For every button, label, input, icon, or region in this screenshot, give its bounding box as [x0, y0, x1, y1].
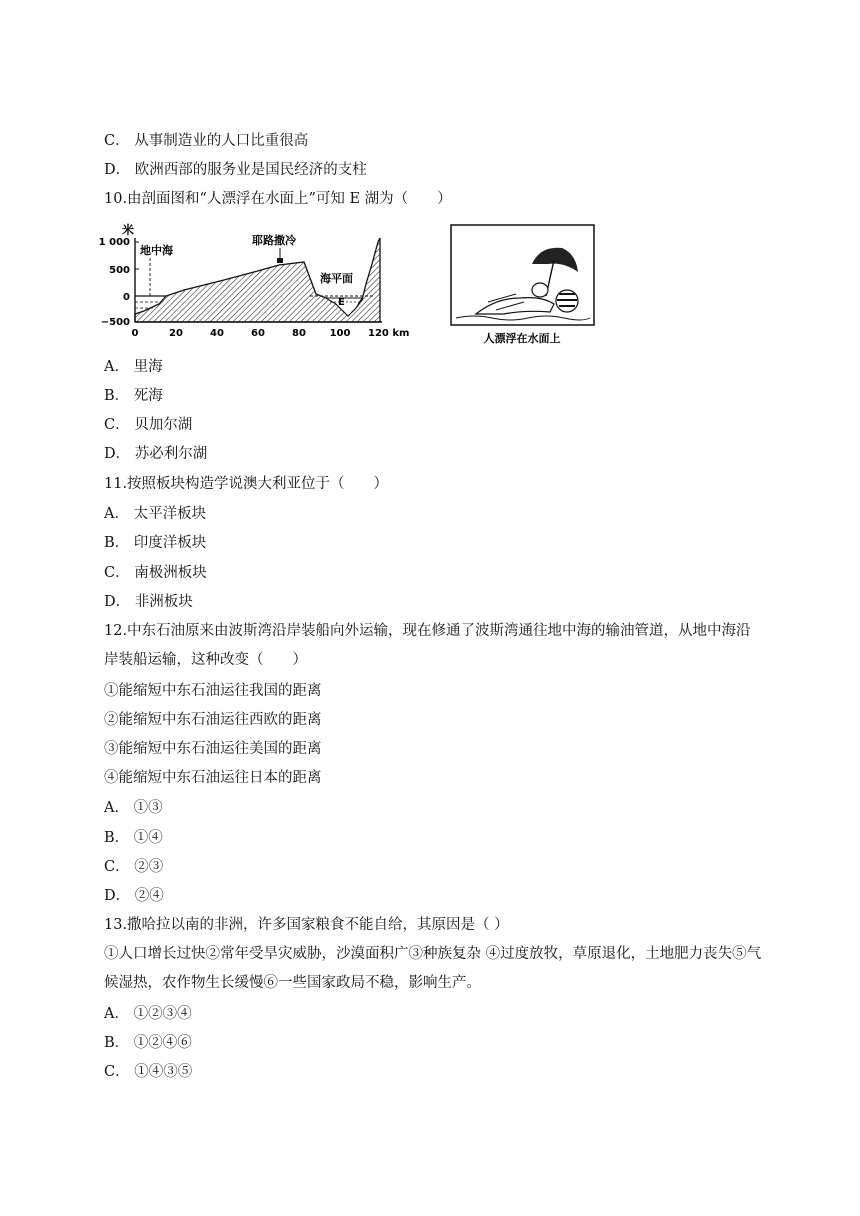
y-tick-1000: 1 000 [98, 237, 130, 248]
x-tick-0: 0 [131, 328, 139, 339]
q12-stem: 12.中东石油原来由波斯湾沿岸装船向外运输，现在修通了波斯湾通往地中海的输油管道，从地中海沿岸装船运输，这种改变（ ） [104, 623, 751, 668]
q11-option-c: C． 南极洲板块 [104, 565, 207, 581]
profile-chart [99, 222, 410, 339]
q9-option-c: C． 从事制造业的人口比重很高 [104, 133, 309, 149]
person-head-icon [532, 283, 548, 297]
q12-option-d: D． ②④ [104, 888, 164, 904]
y-tick-500: 500 [109, 265, 130, 276]
q13-stem: 13.撒哈拉以南的非洲，许多国家粮食不能自给，其原因是（ ） [104, 917, 509, 933]
y-unit-label: 米 [122, 223, 135, 237]
q13-option-b: B． ①②④⑥ [104, 1035, 192, 1051]
y-tick-0: 0 [123, 292, 130, 303]
q10-option-d: D． 苏必利尔湖 [104, 446, 208, 462]
q12-statement-3: ③能缩短中东石油运往美国的距离 [104, 741, 322, 757]
q10-stem: 10.由剖面图和“人漂浮在水面上”可知 E 湖为（ ） [104, 191, 452, 207]
y-tick-minus500: −500 [100, 317, 130, 328]
q10-option-b: B． 死海 [104, 388, 163, 404]
q12-option-a: A． ①③ [104, 800, 163, 816]
x-tick-100: 100 [329, 328, 351, 339]
q12-statement-4: ④能缩短中东石油运往日本的距离 [104, 770, 322, 786]
x-tick-20: 20 [169, 328, 183, 339]
label-sea-level: 海平面 [320, 272, 353, 285]
q11-option-b: B． 印度洋板块 [104, 535, 207, 551]
q10-option-a: A． 里海 [104, 359, 163, 375]
q9-option-d: D． 欧洲西部的服务业是国民经济的支柱 [104, 162, 367, 178]
label-mediterranean: 地中海 [140, 244, 173, 257]
label-lake-e: E [338, 297, 345, 308]
q12-statement-1: ①能缩短中东石油运往我国的距离 [104, 683, 322, 699]
jerusalem-marker [277, 258, 283, 263]
photo-caption: 人漂浮在水面上 [483, 332, 561, 345]
floating-person-photo [451, 225, 594, 345]
q13-option-c: C． ①④③⑤ [104, 1064, 193, 1080]
q11-option-d: D． 非洲板块 [104, 594, 193, 610]
q13-statements: ①人口增长过快②常年受旱灾威胁，沙漠面积广③种族复杂 ④过度放牧，草原退化，土地肥力丧失⑤气候湿热，农作物生长缓慢⑥一些国家政局不稳，影响生产。 [104, 946, 762, 991]
q12-option-b: B． ①④ [104, 830, 163, 846]
q10-option-c: C． 贝加尔湖 [104, 417, 193, 433]
x-tick-80: 80 [292, 328, 306, 339]
q11-option-a: A． 太平洋板块 [104, 506, 207, 522]
q11-stem: 11.按照板块构造学说澳大利亚位于（ ） [104, 476, 389, 492]
label-jerusalem: 耶路撒冷 [252, 234, 296, 247]
q10-figure-svg [98, 223, 604, 350]
q10-figure [98, 223, 604, 350]
q13-option-a: A． ①②③④ [104, 1006, 192, 1022]
x-tick-120: 120 km [368, 328, 410, 339]
x-tick-60: 60 [251, 328, 265, 339]
q12-statement-2: ②能缩短中东石油运往西欧的距离 [104, 712, 322, 728]
x-tick-40: 40 [210, 328, 224, 339]
q12-option-c: C． ②③ [104, 859, 164, 875]
